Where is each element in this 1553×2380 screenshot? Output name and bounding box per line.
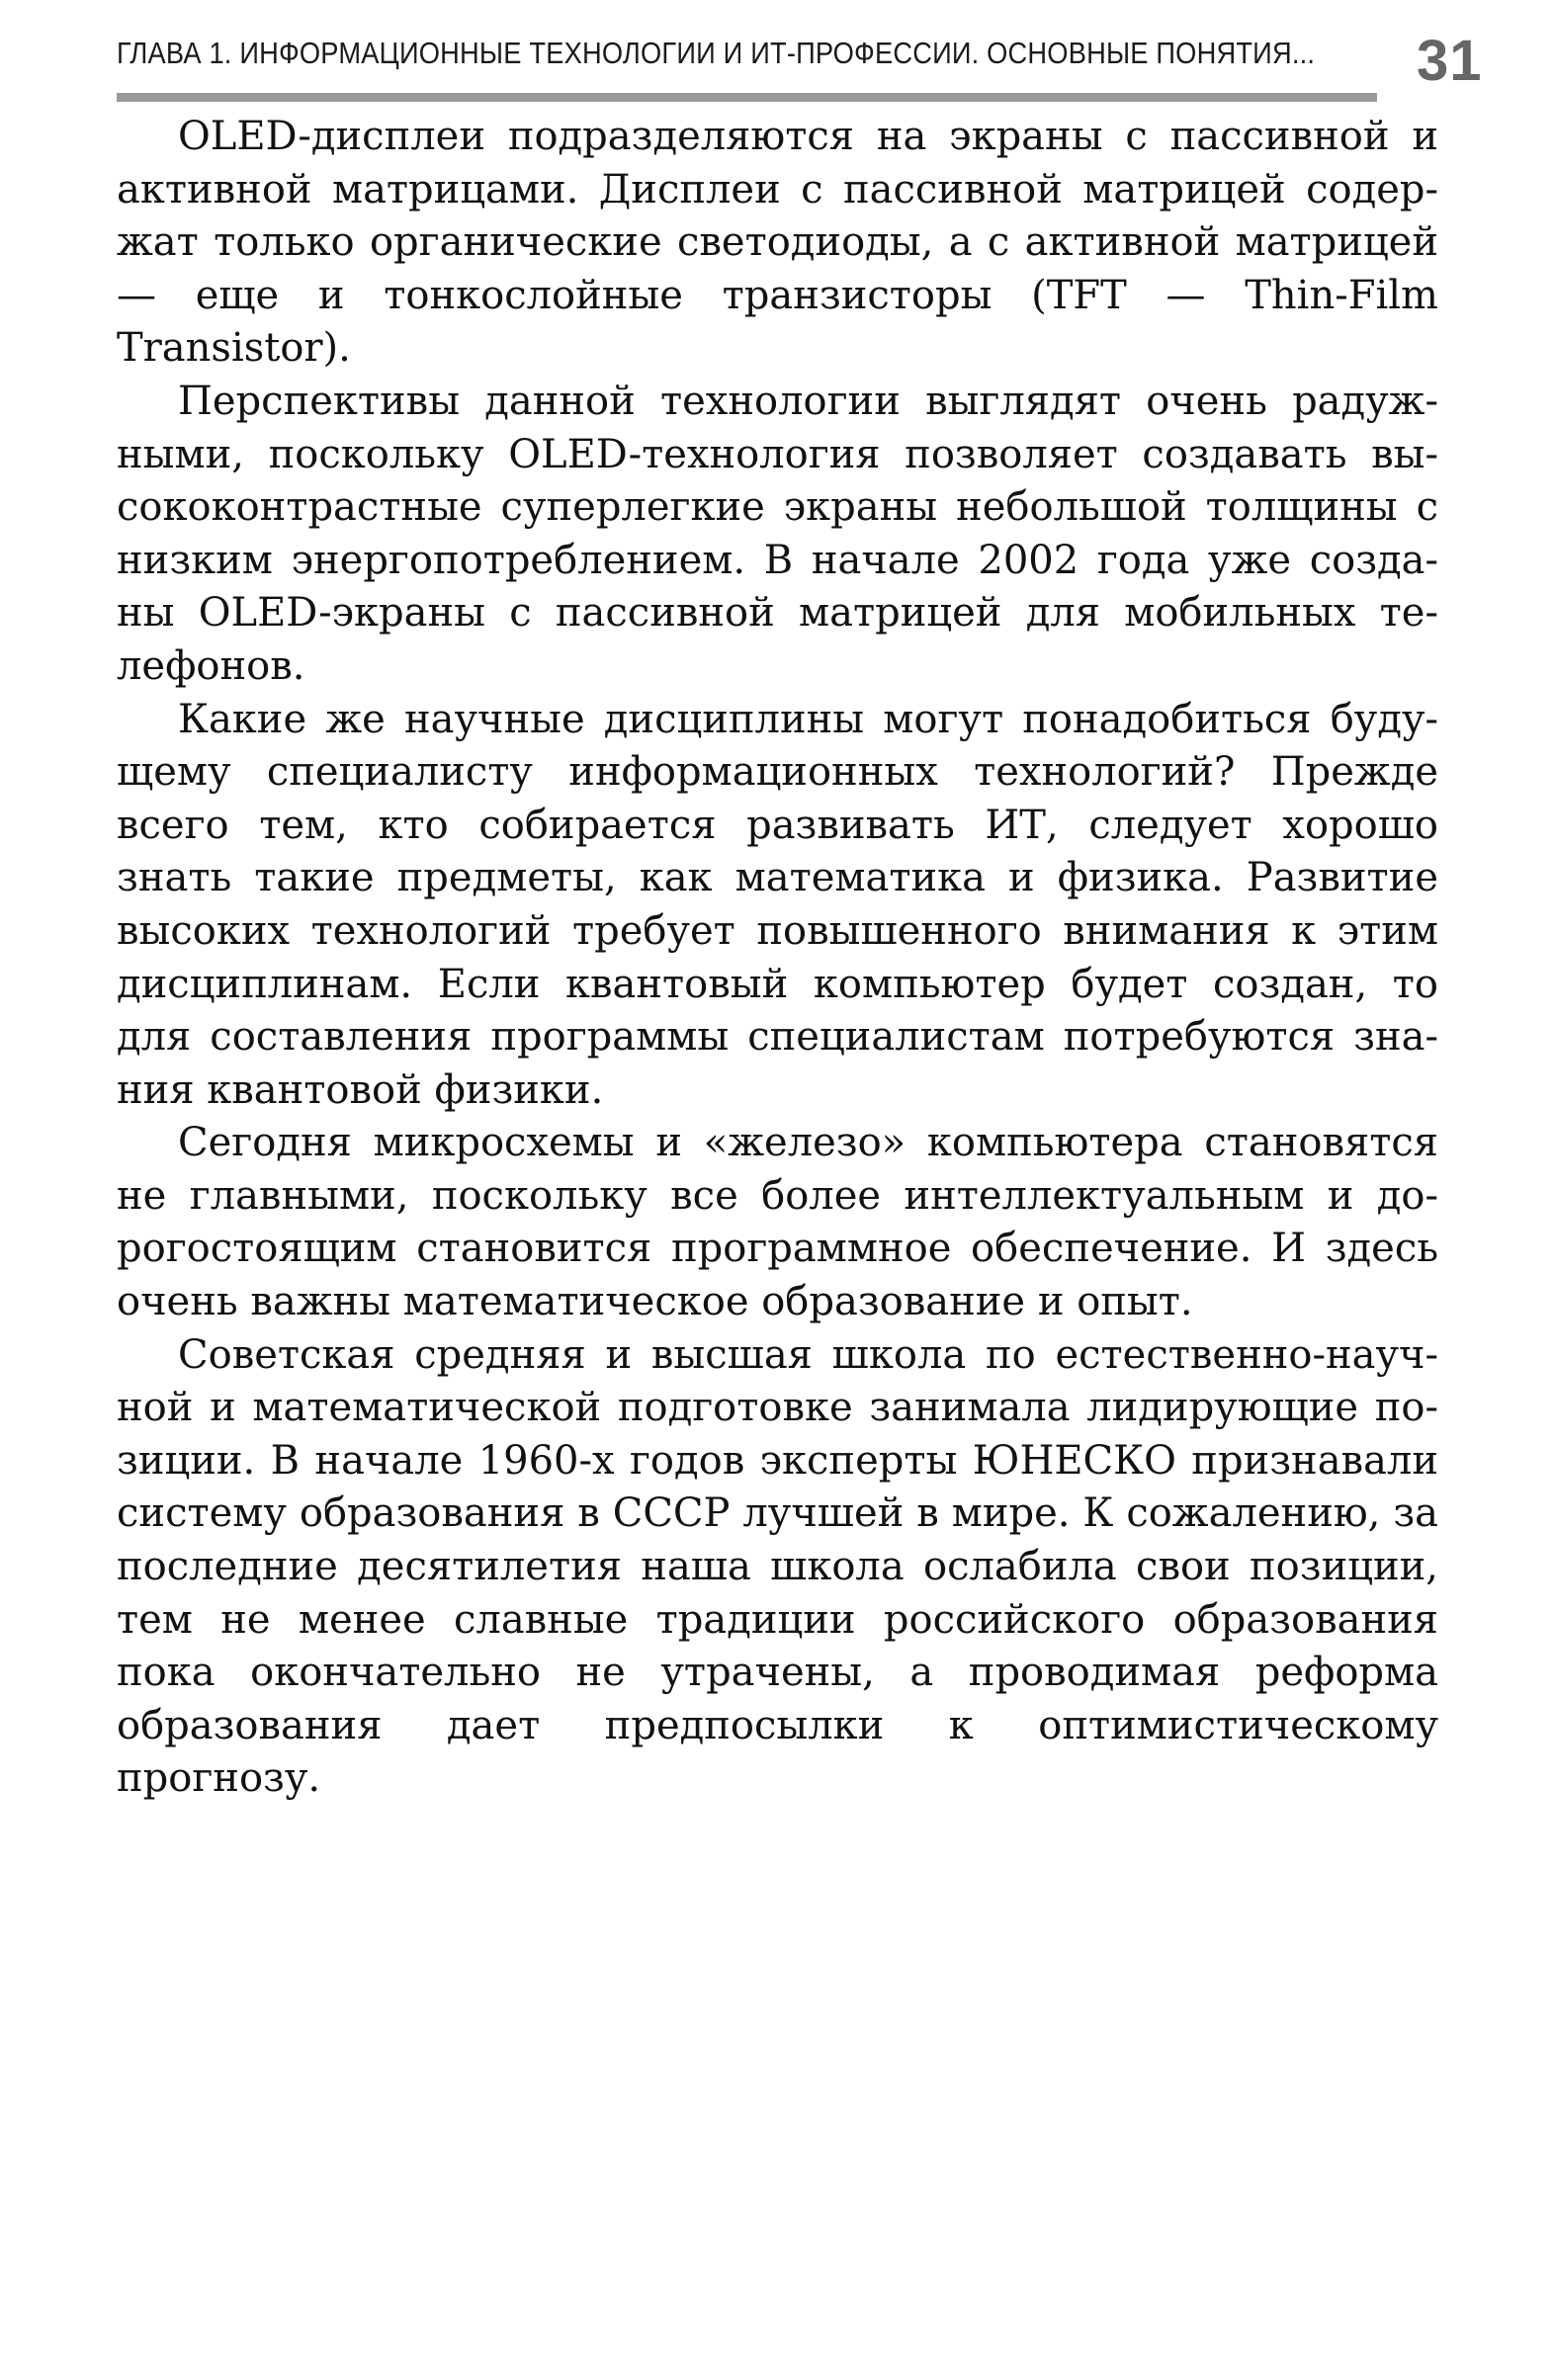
header-rule xyxy=(117,93,1377,102)
body-text xyxy=(117,111,1438,1806)
chapter-running-title: ГЛАВА 1. ИНФОРМАЦИОННЫЕ ТЕХНОЛОГИИ И ИТ-ПРОФЕССИИ. ОСНОВНЫЕ ПОНЯТИЯ... xyxy=(117,36,1316,70)
paragraph-soviet-education: Советская средняя и высшая школа по естественно-научной и математической подготовке занимала лидирующие позиции. В начале 1960-х годов эксперты ЮНЕСКО признавали систему образования в СССР лучшей в мире. К сожалению, за последние десятилетия наша школа ослабила свои позиции, тем не менее славные традиции российского образования пока окончательно не утрачены, а проводимая реформа образования дает предпосылки к оптимистическому прогнозу. xyxy=(117,1331,1438,1802)
paragraph-scientific-disciplines: Какие же научные дисциплины могут понадобиться будущему специалисту информационных технологий? Прежде всего тем, кто собирается развивать ИТ, следует хорошо знать такие предметы, как математика и физика. Развитие высоких технологий требует повышенного внимания к этим дисциплинам. Если квантовый компьютер будет создан, то для составления программы специалистам потребуются знания квантовой физики. xyxy=(117,696,1438,1113)
page-number: 31 xyxy=(1417,29,1483,93)
paragraph-software-importance: Сегодня микросхемы и «железо» компьютера становятся не главными, поскольку все более интеллектуальным и дорогостоящим становится программное обеспечение. И здесь очень важны математическое образование и опыт. xyxy=(117,1120,1438,1325)
running-header xyxy=(117,28,1377,83)
paragraph-oled-prospects: Перспективы данной технологии выглядят очень радужными, поскольку OLED-технология позволяет создавать высококонтрастные суперлегкие экраны небольшой толщины с низким энергопотреблением. В начале 2002 года уже созданы OLED-экраны с пассивной матрицей для мобильных телефонов. xyxy=(117,378,1438,689)
paragraph-oled-matrices: OLED-дисплеи подразделяются на экраны с пассивной и активной матрицами. Дисплеи с пассивной матрицей содержат только органические светодиоды, а с активной матрицей — еще и тонкослойные транзисторы (TFT — Thin-Film Transistor). xyxy=(117,114,1438,372)
